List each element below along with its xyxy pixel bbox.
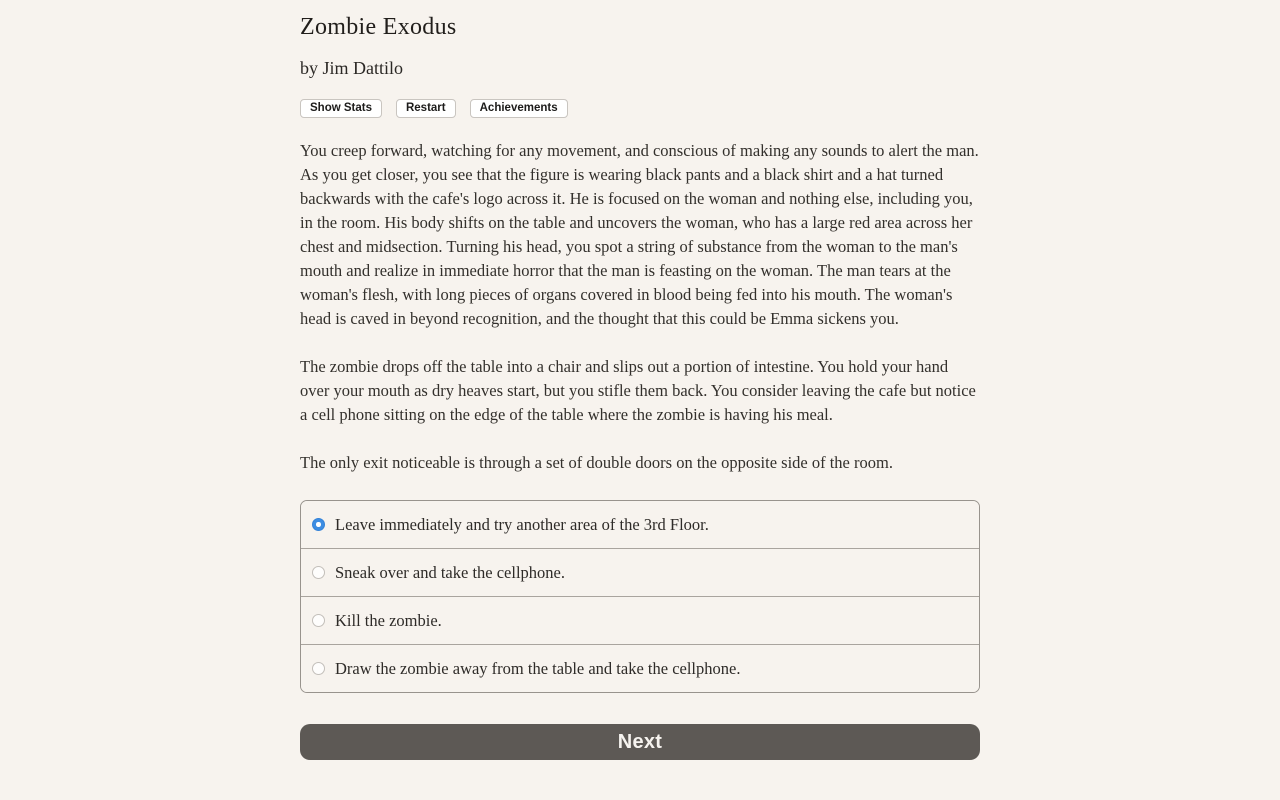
story-text (300, 139, 980, 475)
story-page (300, 0, 980, 760)
radio-button-icon[interactable] (312, 662, 325, 675)
choice-option[interactable] (301, 501, 979, 548)
story-paragraph: You creep forward, watching for any movement, and conscious of making any sounds to alert the man. As you get closer, you see that the figure is wearing black pants and a black shirt and a hat turned backwards with the cafe's logo across it. He is focused on the woman and nothing else, including you, in the room. His body shifts on the table and uncovers the woman, who has a large red area across her chest and midsection. Turning his head, you spot a string of substance from the woman to the man's mouth and realize in immediate horror that the man is feasting on the woman. The man tears at the woman's flesh, with long pieces of organs covered in blood being fed into his mouth. The woman's head is caved in beyond recognition, and the thought that this could be Emma sickens you. (300, 141, 979, 328)
story-paragraph: The zombie drops off the table into a chair and slips out a portion of intestine. You hold your hand over your mouth as dry heaves start, but you stifle them back. You consider leaving the cafe but notice a cell phone sitting on the edge of the table where the zombie is having his meal. (300, 357, 976, 424)
restart-button[interactable]: Restart (396, 99, 456, 118)
radio-button-icon[interactable] (312, 566, 325, 579)
radio-button-icon[interactable] (312, 518, 325, 531)
author-byline: by Jim Dattilo (300, 58, 403, 78)
show-stats-button[interactable]: Show Stats (300, 99, 382, 118)
choice-label: Leave immediately and try another area of the 3rd Floor. (335, 514, 709, 534)
choice-label: Kill the zombie. (335, 610, 442, 630)
next-button[interactable]: Next (300, 724, 980, 760)
choice-option[interactable] (301, 596, 979, 644)
choice-option[interactable] (301, 548, 979, 596)
achievements-button[interactable]: Achievements (470, 99, 568, 118)
choice-option[interactable] (301, 644, 979, 692)
choice-label: Sneak over and take the cellphone. (335, 562, 565, 582)
toolbar (300, 99, 980, 118)
page-title: Zombie Exodus (300, 14, 457, 40)
radio-button-icon[interactable] (312, 614, 325, 627)
choices-group (300, 500, 980, 693)
choice-label: Draw the zombie away from the table and take the cellphone. (335, 658, 741, 678)
story-paragraph: The only exit noticeable is through a set of double doors on the opposite side of the room. (300, 453, 893, 472)
